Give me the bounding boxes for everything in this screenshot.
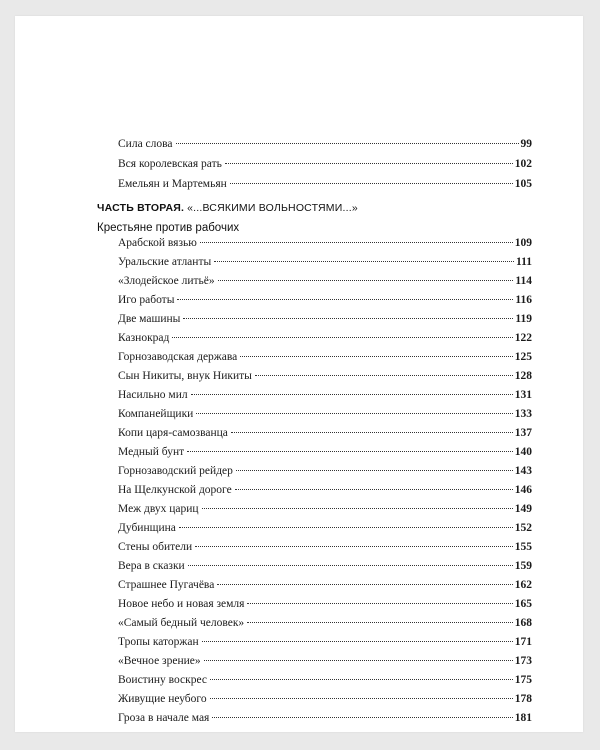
toc-entry <box>118 540 532 554</box>
dot-leader <box>200 242 513 243</box>
dot-leader <box>255 375 513 376</box>
toc-entry <box>118 350 532 364</box>
toc-entry <box>118 331 532 345</box>
dot-leader <box>214 261 514 262</box>
toc-entry-page: 171 <box>514 636 532 648</box>
toc-entry-page: 125 <box>514 351 532 363</box>
toc-entry-title: Новое небо и новая земля <box>118 598 245 610</box>
toc-entry-page: 140 <box>514 446 532 458</box>
toc-entry-title: Иго работы <box>118 294 175 306</box>
toc-entry-title: Горнозаводский рейдер <box>118 465 233 477</box>
toc-entry <box>118 502 532 516</box>
dot-leader <box>230 183 513 184</box>
toc-entry <box>118 157 532 171</box>
toc-entry-title: Вся королевская рать <box>118 158 222 170</box>
toc-entry <box>118 407 532 421</box>
toc-entry-title: Копи царя-самозванца <box>118 427 228 439</box>
chapter-heading: Крестьяне против рабочих <box>97 222 240 234</box>
toc-entry <box>118 635 532 649</box>
dot-leader <box>183 318 513 319</box>
dot-leader <box>218 280 514 281</box>
part-label: ЧАСТЬ ВТОРАЯ. <box>97 202 185 214</box>
dot-leader <box>172 337 512 338</box>
toc-entry-page: 119 <box>515 313 532 325</box>
toc-entry-page: 152 <box>514 522 532 534</box>
toc-entry-title: Казнокрад <box>118 332 170 344</box>
toc-entry-title: Стены обители <box>118 541 193 553</box>
toc-entry <box>118 445 532 459</box>
toc-entry-page: 99 <box>520 138 532 150</box>
toc-entry-page: 114 <box>515 275 532 287</box>
toc-entry <box>118 177 532 191</box>
toc-entry <box>118 673 532 687</box>
toc-entry <box>118 293 532 307</box>
toc-entry <box>118 236 532 250</box>
toc-entry-title: Меж двух цариц <box>118 503 199 515</box>
toc-entry-page: 181 <box>514 712 532 724</box>
toc-entry-page: 133 <box>514 408 532 420</box>
dot-leader <box>187 451 513 452</box>
toc-entry-title: Компанейщики <box>118 408 194 420</box>
toc-entry-title: Вера в сказки <box>118 560 185 572</box>
toc-entry-title: Сын Никиты, внук Никиты <box>118 370 252 382</box>
toc-entry <box>118 369 532 383</box>
toc-entry-page: 143 <box>514 465 532 477</box>
toc-entry-title: Дубинщина <box>118 522 176 534</box>
toc-entry-page: 137 <box>514 427 532 439</box>
dot-leader <box>240 356 513 357</box>
dot-leader <box>225 163 513 164</box>
dot-leader <box>210 679 513 680</box>
toc-entry-page: 131 <box>514 389 532 401</box>
toc-entry-title: Воистину воскрес <box>118 674 207 686</box>
toc-entry <box>118 711 532 725</box>
toc-entry-page: 146 <box>514 484 532 496</box>
toc-entry-title: «Вечное зрение» <box>118 655 201 667</box>
toc-entry-page: 105 <box>514 178 532 190</box>
toc-entry-title: Горнозаводская держава <box>118 351 238 363</box>
toc-entry <box>118 137 532 151</box>
toc-entry-title: Две машины <box>118 313 181 325</box>
toc-entry-title: «Злодейское литьё» <box>118 275 215 287</box>
toc-entry-page: 175 <box>514 674 532 686</box>
toc-entry <box>118 578 532 592</box>
toc-entry-page: 178 <box>514 693 532 705</box>
dot-leader <box>202 508 513 509</box>
toc-entry-title: Сила слова <box>118 138 173 150</box>
toc-entry-title: «Самый бедный человек» <box>118 617 245 629</box>
dot-leader <box>204 660 513 661</box>
toc-entry-title: Арабской вязью <box>118 237 197 249</box>
toc-entry-page: 149 <box>514 503 532 515</box>
toc-entry-page: 165 <box>514 598 532 610</box>
dot-leader <box>236 470 513 471</box>
dot-leader <box>191 394 513 395</box>
toc-entry-title: Насильно мил <box>118 389 188 401</box>
toc-entry <box>118 464 532 478</box>
toc-entry <box>118 692 532 706</box>
dot-leader <box>179 527 513 528</box>
dot-leader <box>210 698 513 699</box>
dot-leader <box>176 143 519 144</box>
dot-leader <box>202 641 513 642</box>
toc-entry-page: 159 <box>514 560 532 572</box>
toc-entry <box>118 559 532 573</box>
toc-entry-title: Уральские атланты <box>118 256 212 268</box>
toc-entry <box>118 274 532 288</box>
toc-entry-page: 109 <box>514 237 532 249</box>
book-page <box>15 16 583 732</box>
dot-leader <box>247 622 513 623</box>
toc-entry <box>118 597 532 611</box>
toc-entry-page: 155 <box>514 541 532 553</box>
toc-entry-title: На Щелкунской дороге <box>118 484 232 496</box>
toc-entry <box>118 388 532 402</box>
part-heading <box>97 201 358 215</box>
toc-entry <box>118 255 532 269</box>
toc-entry <box>118 426 532 440</box>
dot-leader <box>212 717 512 718</box>
toc-entry-page: 173 <box>514 655 532 667</box>
dot-leader <box>195 546 513 547</box>
toc-entry <box>118 521 532 535</box>
toc-entry-page: 116 <box>515 294 532 306</box>
dot-leader <box>231 432 513 433</box>
dot-leader <box>247 603 512 604</box>
toc-entry-page: 128 <box>514 370 532 382</box>
toc-entry-page: 168 <box>514 617 532 629</box>
toc-entry-page: 111 <box>516 256 532 268</box>
toc-entry <box>118 616 532 630</box>
toc-entry-title: Страшнее Пугачёва <box>118 579 215 591</box>
toc-entry <box>118 654 532 668</box>
toc-entry-title: Емельян и Мартемьян <box>118 178 227 190</box>
toc-entry-title: Живущие неубого <box>118 693 207 705</box>
dot-leader <box>177 299 513 300</box>
dot-leader <box>188 565 513 566</box>
toc-entry-page: 162 <box>514 579 532 591</box>
dot-leader <box>196 413 512 414</box>
toc-entry <box>118 312 532 326</box>
toc-entry-page: 102 <box>514 158 532 170</box>
toc-entry-title: Тропы каторжан <box>118 636 199 648</box>
dot-leader <box>235 489 513 490</box>
toc-entry-title: Медный бунт <box>118 446 185 458</box>
toc-entry <box>118 483 532 497</box>
toc-entry-page: 122 <box>514 332 532 344</box>
dot-leader <box>217 584 512 585</box>
part-title: «...ВСЯКИМИ ВОЛЬНОСТЯМИ...» <box>187 202 358 214</box>
toc-entry-title: Гроза в начале мая <box>118 712 210 724</box>
